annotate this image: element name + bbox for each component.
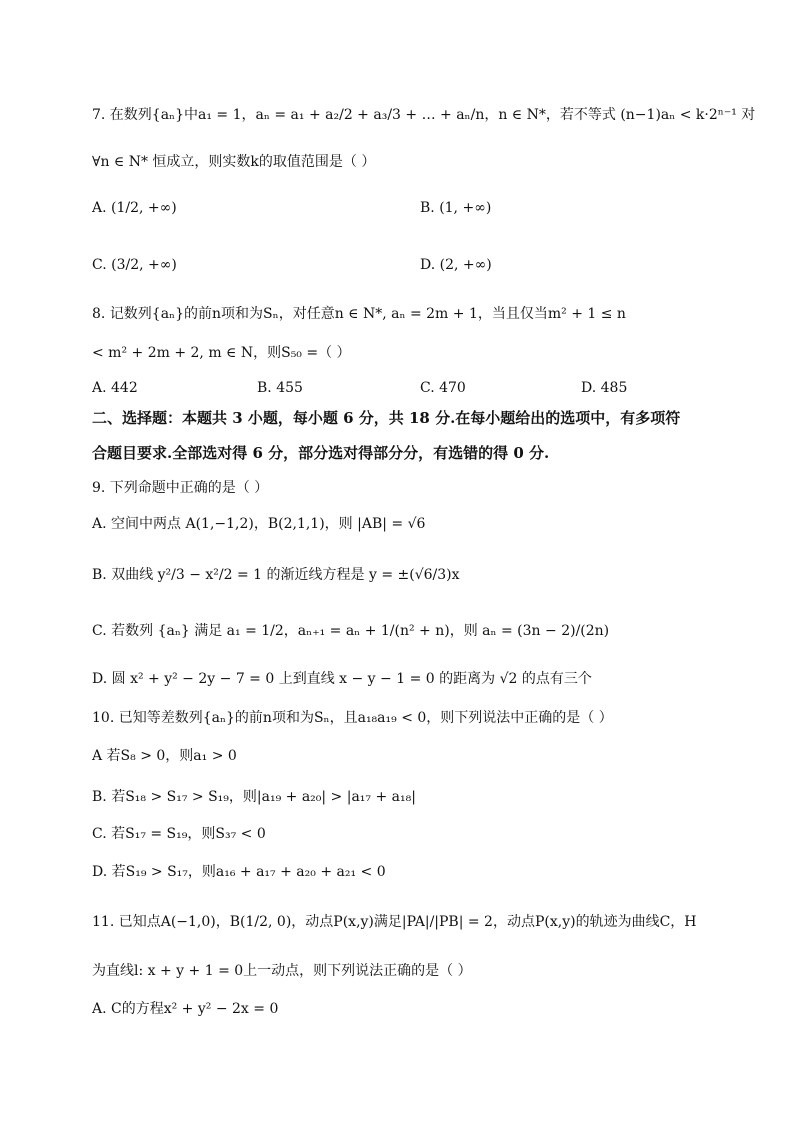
q8-stem-line2: < m² + 2m + 2, m ∈ N，则S₅₀ =（ ） [92, 345, 351, 361]
q11-option-a: A. C的方程x² + y² − 2x = 0 [92, 1001, 279, 1017]
q7-stem-line1: 7. 在数列{aₙ}中a₁ = 1，aₙ = a₁ + a₂/2 + a₃/3 + … + aₙ/n，n ∈ N*，若不等式 (n−1)aₙ < k·2ⁿ⁻¹ 对 [92, 107, 756, 123]
q11-stem-line2: 为直线l: x + y + 1 = 0上一动点，则下列说法正确的是（ ） [92, 963, 472, 979]
q7-stem-line2: ∀n ∈ N* 恒成立，则实数k的取值范围是（ ） [92, 154, 376, 170]
q10-option-d: D. 若S₁₉ > S₁₇，则a₁₆ + a₁₇ + a₂₀ + a₂₁ < 0 [92, 864, 386, 880]
q9-stem: 9. 下列命题中正确的是（ ） [92, 480, 269, 496]
q7-option-c: C. (3/2, +∞) [92, 257, 177, 273]
q8-option-b: B. 455 [257, 380, 303, 396]
q7-option-a: A. (1/2, +∞) [92, 200, 177, 216]
q8-option-a: A. 442 [92, 380, 138, 396]
q9-option-b: B. 双曲线 y²/3 − x²/2 = 1 的渐近线方程是 y = ±(√6/3)x [92, 567, 460, 583]
q11-stem-line1: 11. 已知点A(−1,0)，B(1/2, 0)，动点P(x,y)满足|PA|/|PB| = 2，动点P(x,y)的轨迹为曲线C，H [92, 914, 697, 930]
q8-stem-line1: 8. 记数列{aₙ}的前n项和为Sₙ，对任意n ∈ N*, aₙ = 2m + 1，当且仅当m² + 1 ≤ n [92, 306, 626, 322]
q10-stem: 10. 已知等差数列{aₙ}的前n项和为Sₙ，且a₁₈a₁₉ < 0，则下列说法中正确的是（ ） [92, 710, 613, 726]
q8-option-d: D. 485 [581, 380, 628, 396]
q9-option-a: A. 空间中两点 A(1,−1,2)，B(2,1,1)，则 |AB| = √6 [92, 516, 426, 532]
q10-option-a: A 若S₈ > 0，则a₁ > 0 [92, 748, 237, 764]
q10-option-b: B. 若S₁₈ > S₁₇ > S₁₉，则|a₁₉ + a₂₀| > |a₁₇ + a₁₈| [92, 789, 416, 805]
q9-option-d: D. 圆 x² + y² − 2y − 7 = 0 上到直线 x − y − 1 = 0 的距离为 √2 的点有三个 [92, 671, 592, 687]
q10-option-c: C. 若S₁₇ = S₁₉，则S₃₇ < 0 [92, 826, 266, 842]
section2-heading-line1: 二、选择题：本题共 3 小题，每小题 6 分，共 18 分.在每小题给出的选项中，有多项符 [92, 409, 681, 427]
q8-option-c: C. 470 [420, 380, 466, 396]
section2-heading-line2: 合题目要求.全部选对得 6 分，部分选对得部分分，有选错的得 0 分. [92, 444, 550, 462]
q7-option-d: D. (2, +∞) [420, 257, 492, 273]
q9-option-c: C. 若数列 {aₙ} 满足 a₁ = 1/2，aₙ₊₁ = aₙ + 1/(n² + n)，则 aₙ = (3n − 2)/(2n) [92, 623, 610, 639]
q7-option-b: B. (1, +∞) [420, 200, 492, 216]
